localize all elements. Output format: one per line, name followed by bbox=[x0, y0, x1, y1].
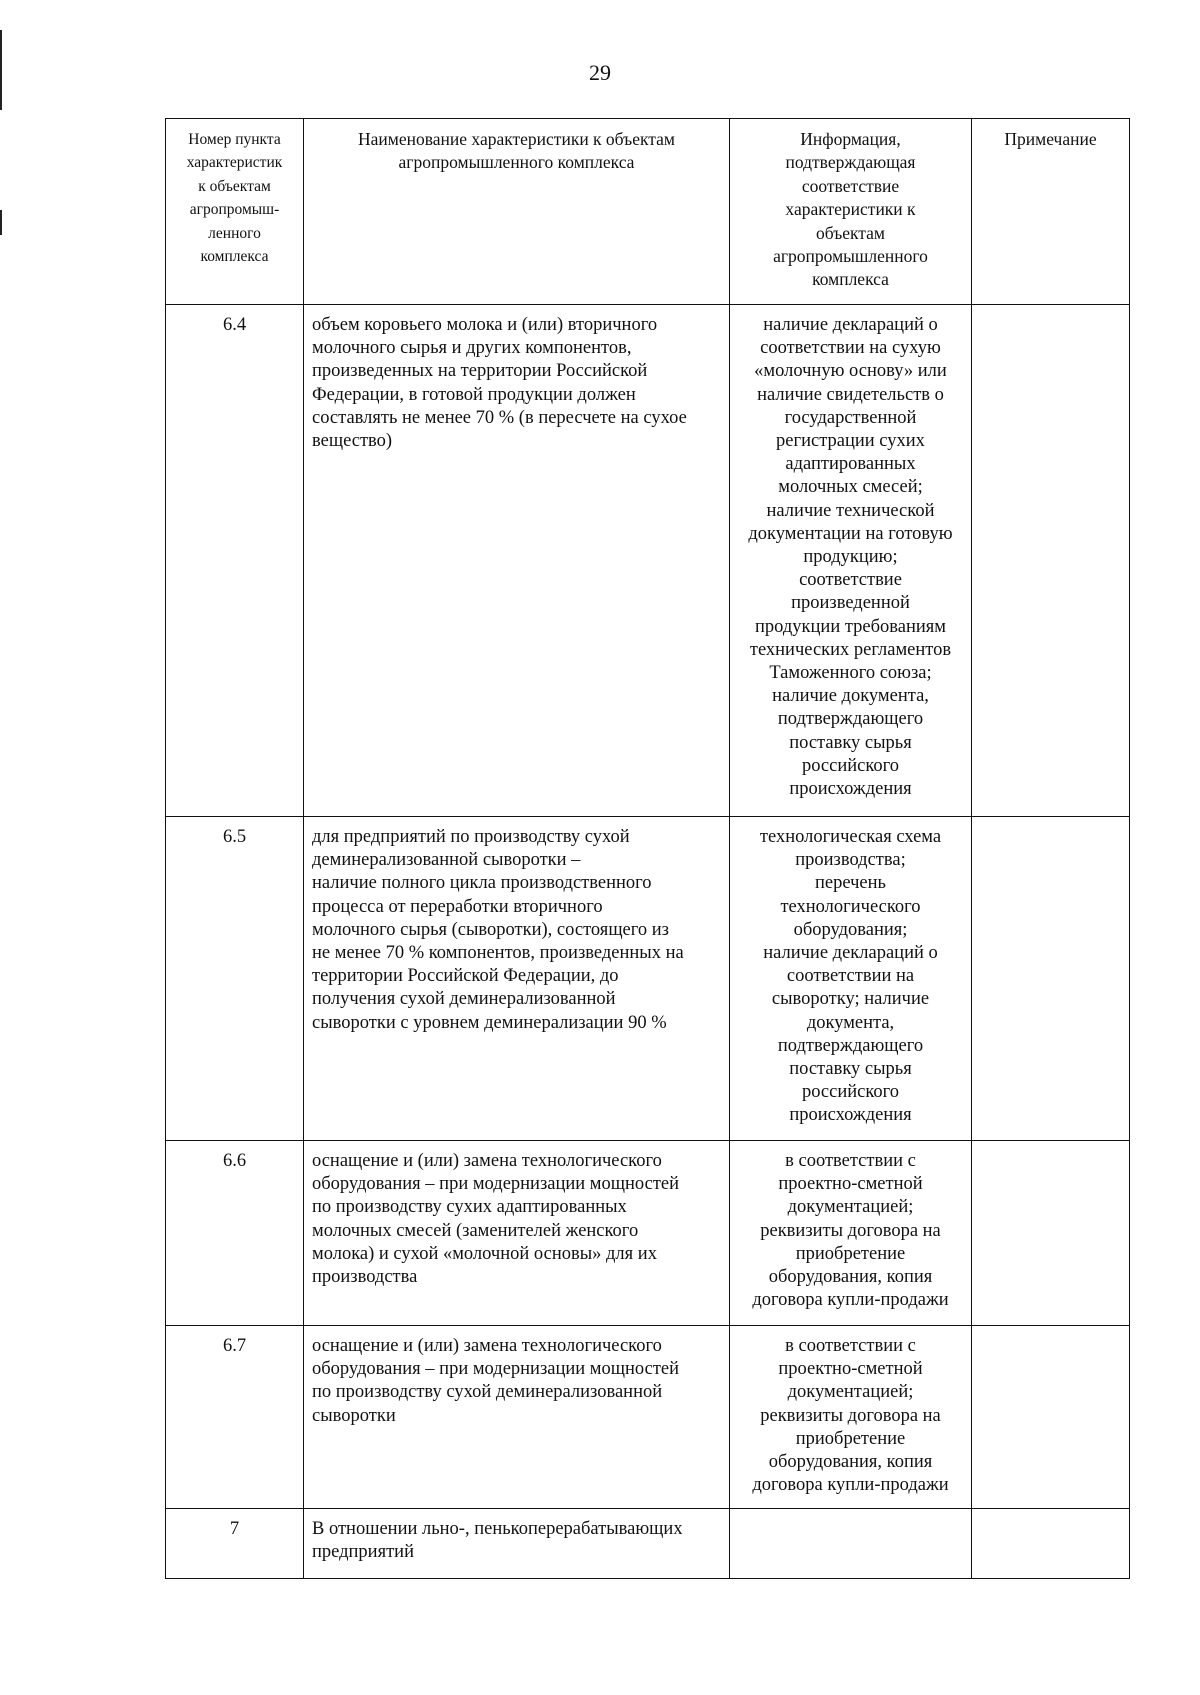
row-note-cell bbox=[972, 1141, 1130, 1326]
requirements-table bbox=[165, 118, 1130, 1579]
row-number: 6.4 bbox=[222, 315, 247, 335]
row-info-cell bbox=[730, 1509, 972, 1579]
row-name-cell bbox=[304, 1141, 730, 1326]
row-info: технологическая схема производства; перечень технологического оборудования; наличие деклараций о соответствии на сыворотку; наличие документа, подтверждающего поставку сырья российского происхождения bbox=[759, 827, 942, 1126]
header-number-cell bbox=[166, 119, 304, 305]
row-name-cell bbox=[304, 305, 730, 817]
row-name: оснащение и (или) замена технологического оборудования – при модернизации мощностей по производству сухой деминерализованной сыворотки bbox=[312, 1336, 680, 1426]
row-info-cell bbox=[730, 817, 972, 1141]
row-name: для предприятий по производству сухой деминерализованной сыворотки – наличие полного цикла производственного процесса от переработки вторичного молочного сырья (сыворотки), состоящего из не менее 70 % компонентов, произведенных на территории Российской Федерации, до получения сухой деминерализованной сыворотки с уровнем деминерализации 90 % bbox=[312, 827, 684, 1033]
row-info: в соответствии с проектно-сметной документацией; реквизиты договора на приобретение оборудования, копия договора купли-продажи bbox=[752, 1151, 949, 1311]
table-row bbox=[166, 817, 1130, 1141]
row-name: В отношении льно-, пенькоперерабатывающих предприятий bbox=[312, 1519, 683, 1563]
row-info: в соответствии с проектно-сметной документацией; реквизиты договора на приобретение оборудования, копия договора купли-продажи bbox=[752, 1336, 949, 1496]
table-row bbox=[166, 1509, 1130, 1579]
row-number-cell bbox=[166, 817, 304, 1141]
header-note: Примечание bbox=[1004, 129, 1097, 149]
table-row bbox=[166, 305, 1130, 817]
row-info: наличие деклараций о соответствии на сухую «молочную основу» или наличие свидетельств о государственной регистрации сухих адаптированных молочных смесей; наличие технической документации на готовую продукцию; соответствие произведенной продукции требованиям технических регламентов Таможенного союза; наличие документа, подтверждающего поставку сырья российского происхождения bbox=[748, 315, 953, 800]
row-number: 7 bbox=[229, 1519, 240, 1539]
row-name-cell bbox=[304, 817, 730, 1141]
scan-edge-mark bbox=[0, 210, 2, 235]
row-number: 6.5 bbox=[222, 827, 247, 847]
row-number-cell bbox=[166, 1326, 304, 1509]
row-note-cell bbox=[972, 1326, 1130, 1509]
page-number: 29 bbox=[589, 60, 611, 85]
header-number: Номер пункта характеристик к объектам агропромыш- ленного комплекса bbox=[186, 131, 283, 266]
row-name: оснащение и (или) замена технологического оборудования – при модернизации мощностей по производству сухих адаптированных молочных смесей (заменителей женского молока) и сухой «молочной основы» для их производства bbox=[312, 1151, 680, 1288]
row-note-cell bbox=[972, 1509, 1130, 1579]
table-row bbox=[166, 1141, 1130, 1326]
table-row bbox=[166, 1326, 1130, 1509]
row-number: 6.6 bbox=[222, 1151, 247, 1171]
row-number-cell bbox=[166, 1141, 304, 1326]
row-name-cell bbox=[304, 1509, 730, 1579]
header-info: Информация, подтверждающая соответствие характеристики к объектам агропромышленного комплекса bbox=[773, 129, 928, 290]
row-name: объем коровьего молока и (или) вторичного молочного сырья и других компонентов, произведенных на территории Российской Федерации, в готовой продукции должен составлять не менее 70 % (в пересчете на сухое вещество) bbox=[312, 315, 687, 452]
row-info-cell bbox=[730, 1326, 972, 1509]
header-name-cell bbox=[304, 119, 730, 305]
table-header-row bbox=[166, 119, 1130, 305]
row-info-cell bbox=[730, 1141, 972, 1326]
row-info-cell bbox=[730, 305, 972, 817]
header-name: Наименование характеристики к объектам агропромышленного комплекса bbox=[358, 129, 675, 173]
row-number-cell bbox=[166, 1509, 304, 1579]
row-number: 6.7 bbox=[222, 1336, 247, 1356]
header-note-cell bbox=[972, 119, 1130, 305]
row-note-cell bbox=[972, 305, 1130, 817]
row-note-cell bbox=[972, 817, 1130, 1141]
row-name-cell bbox=[304, 1326, 730, 1509]
row-number-cell bbox=[166, 305, 304, 817]
header-info-cell bbox=[730, 119, 972, 305]
